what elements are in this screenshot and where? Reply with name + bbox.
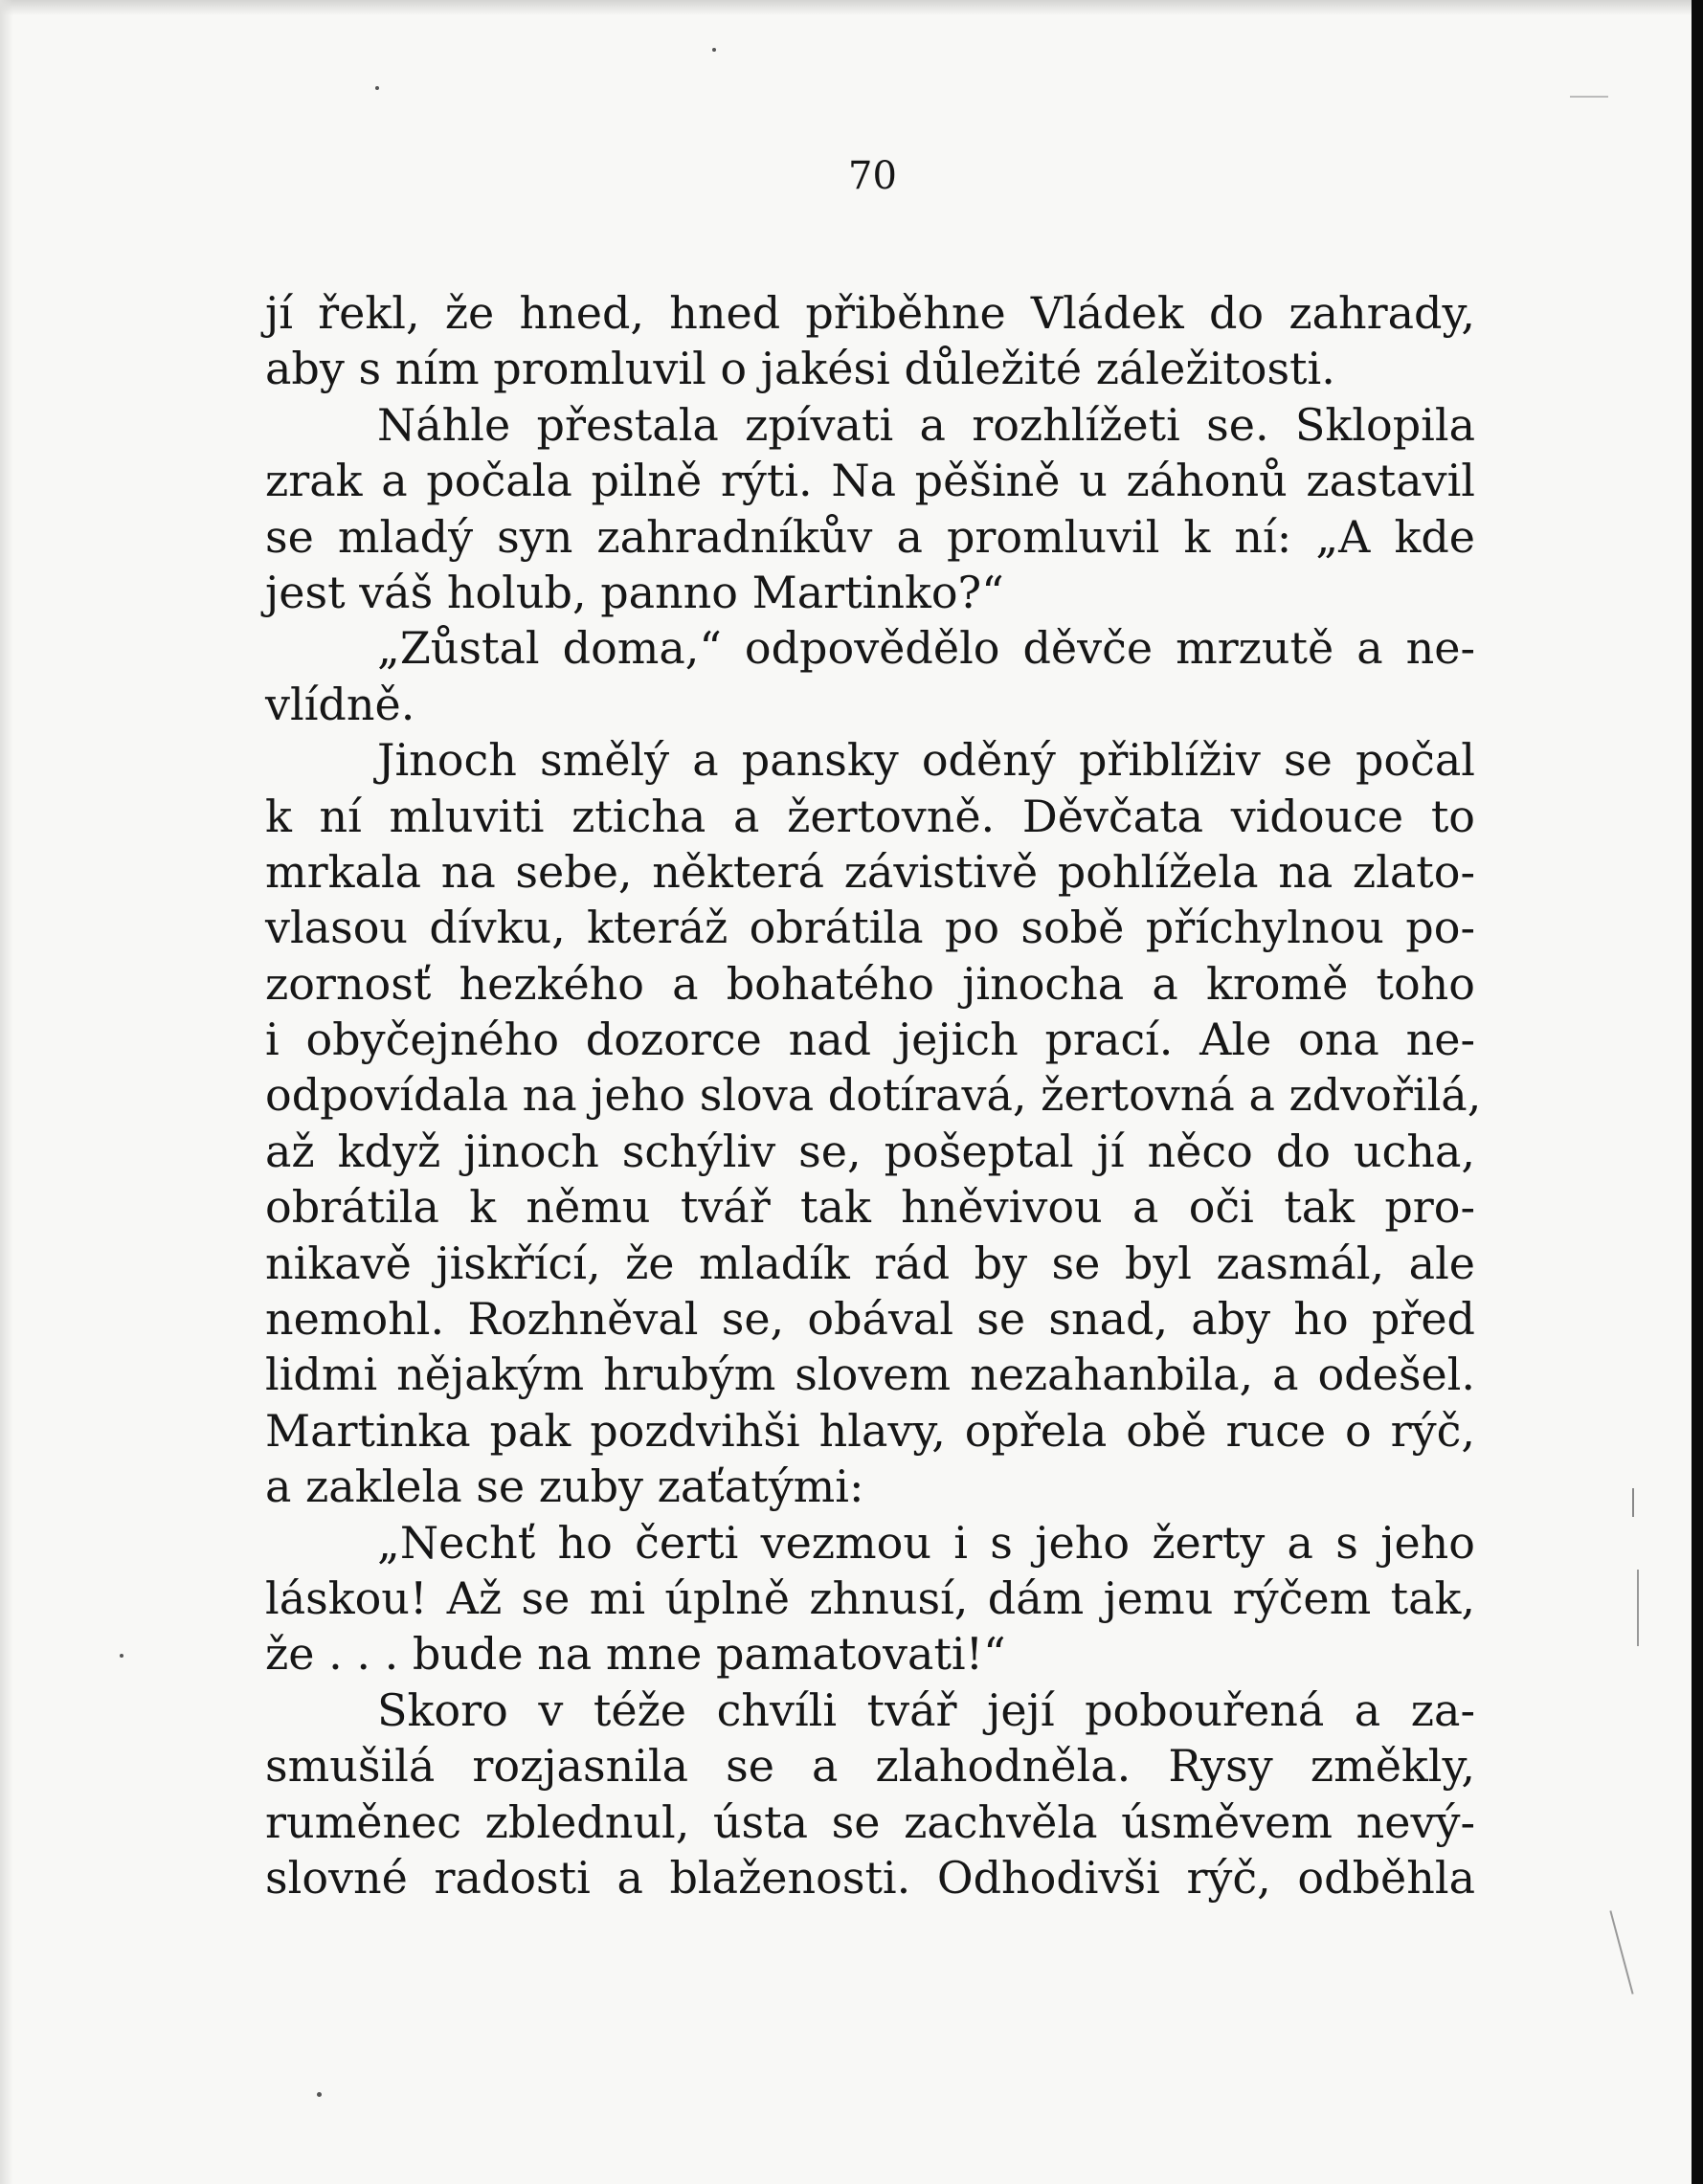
text-line: zornosť hezkého a bohatého jinocha a kromě toho	[265, 957, 1475, 1010]
text-line: vlasou dívku, kteráž obrátila po sobě příchylnou po-	[265, 902, 1475, 954]
text-line: mrkala na sebe, některá závistivě pohlížela na zlato-	[265, 845, 1475, 898]
text-line: se mladý syn zahradníkův a promluvil k ní: „A kde	[265, 510, 1475, 563]
scan-right-black-border	[1692, 0, 1703, 2184]
scan-top-edge-shadow	[0, 0, 1703, 15]
text-line: vlídně.	[265, 678, 415, 730]
scan-margin-line	[1632, 1488, 1634, 1517]
scan-speck	[712, 48, 716, 52]
text-line: Jinoch smělý a pansky oděný přiblíživ se počal	[377, 734, 1475, 787]
text-line: k ní mluviti zticha a žertovně. Děvčata vidouce to	[265, 790, 1475, 842]
text-line: Náhle přestala zpívati a rozhlížeti se. Sklopila	[377, 398, 1475, 451]
paragraph-4	[265, 732, 1482, 1514]
text-line: láskou! Až se mi úplně zhnusí, dám jemu rýčem tak,	[265, 1571, 1475, 1624]
text-line: že . . . bude na mne pamatovati!“	[265, 1628, 1006, 1681]
text-line: slovné radosti a blaženosti. Odhodivši rýč, odběhla	[265, 1851, 1475, 1904]
text-line: jest váš holub, panno Martinko?“	[265, 566, 1004, 618]
text-line: Skoro v téže chvíli tvář její pobouřená a za-	[377, 1683, 1475, 1736]
scan-speck	[375, 86, 379, 90]
text-line: nikavě jiskřící, že mladík rád by se byl zasmál, ale	[265, 1237, 1475, 1289]
text-line: lidmi nějakým hrubým slovem nezahanbila, a odešel.	[265, 1348, 1475, 1401]
paragraph-2	[265, 397, 1475, 621]
text-line: obrátila k němu tvář tak hněvivou a oči tak pro-	[265, 1181, 1475, 1234]
text-line: i obyčejného dozorce nad jejich prací. Ale ona ne-	[265, 1014, 1475, 1066]
page-number: 70	[848, 154, 897, 198]
text-line: jí řekl, že hned, hned přiběhne Vládek do zahrady,	[265, 287, 1475, 339]
paragraph-5	[265, 1515, 1475, 1683]
scan-speck	[317, 2092, 322, 2097]
text-line: „Zůstal doma,“ odpovědělo děvče mrzutě a ne-	[377, 622, 1475, 675]
paragraph-3	[265, 620, 1475, 732]
scan-margin-line	[1637, 1570, 1639, 1646]
text-line: smušilá rozjasnila se a zlahodněla. Rysy změkly,	[265, 1740, 1475, 1793]
text-line: ruměnec zblednul, ústa se zachvěla úsměvem nevý-	[265, 1795, 1475, 1848]
text-line: Martinka pak pozdvihši hlavy, opřela obě ruce o rýč,	[265, 1404, 1475, 1457]
paragraph-6	[265, 1683, 1475, 1906]
text-line: aby s ním promluvil o jakési důležité záležitosti.	[265, 343, 1335, 395]
text-line: až když jinoch schýliv se, pošeptal jí něco do ucha,	[265, 1125, 1475, 1177]
paragraph-1	[265, 285, 1475, 397]
scan-left-edge-shadow	[0, 0, 13, 2184]
body-text	[265, 285, 1482, 1905]
scan-margin-line	[1570, 96, 1608, 98]
text-line: nemohl. Rozhněval se, obával se snad, aby ho před	[265, 1293, 1475, 1346]
text-line: odpovídala na jeho slova dotíravá, žertovná a zdvořilá,	[265, 1069, 1482, 1122]
text-line: „Nechť ho čerti vezmou i s jeho žerty a s jeho	[377, 1516, 1475, 1569]
text-line: zrak a počala pilně rýti. Na pěšině u záhonů zastavil	[265, 455, 1475, 507]
text-line: a zaklela se zuby zaťatými:	[265, 1460, 864, 1513]
scan-speck	[120, 1654, 123, 1658]
